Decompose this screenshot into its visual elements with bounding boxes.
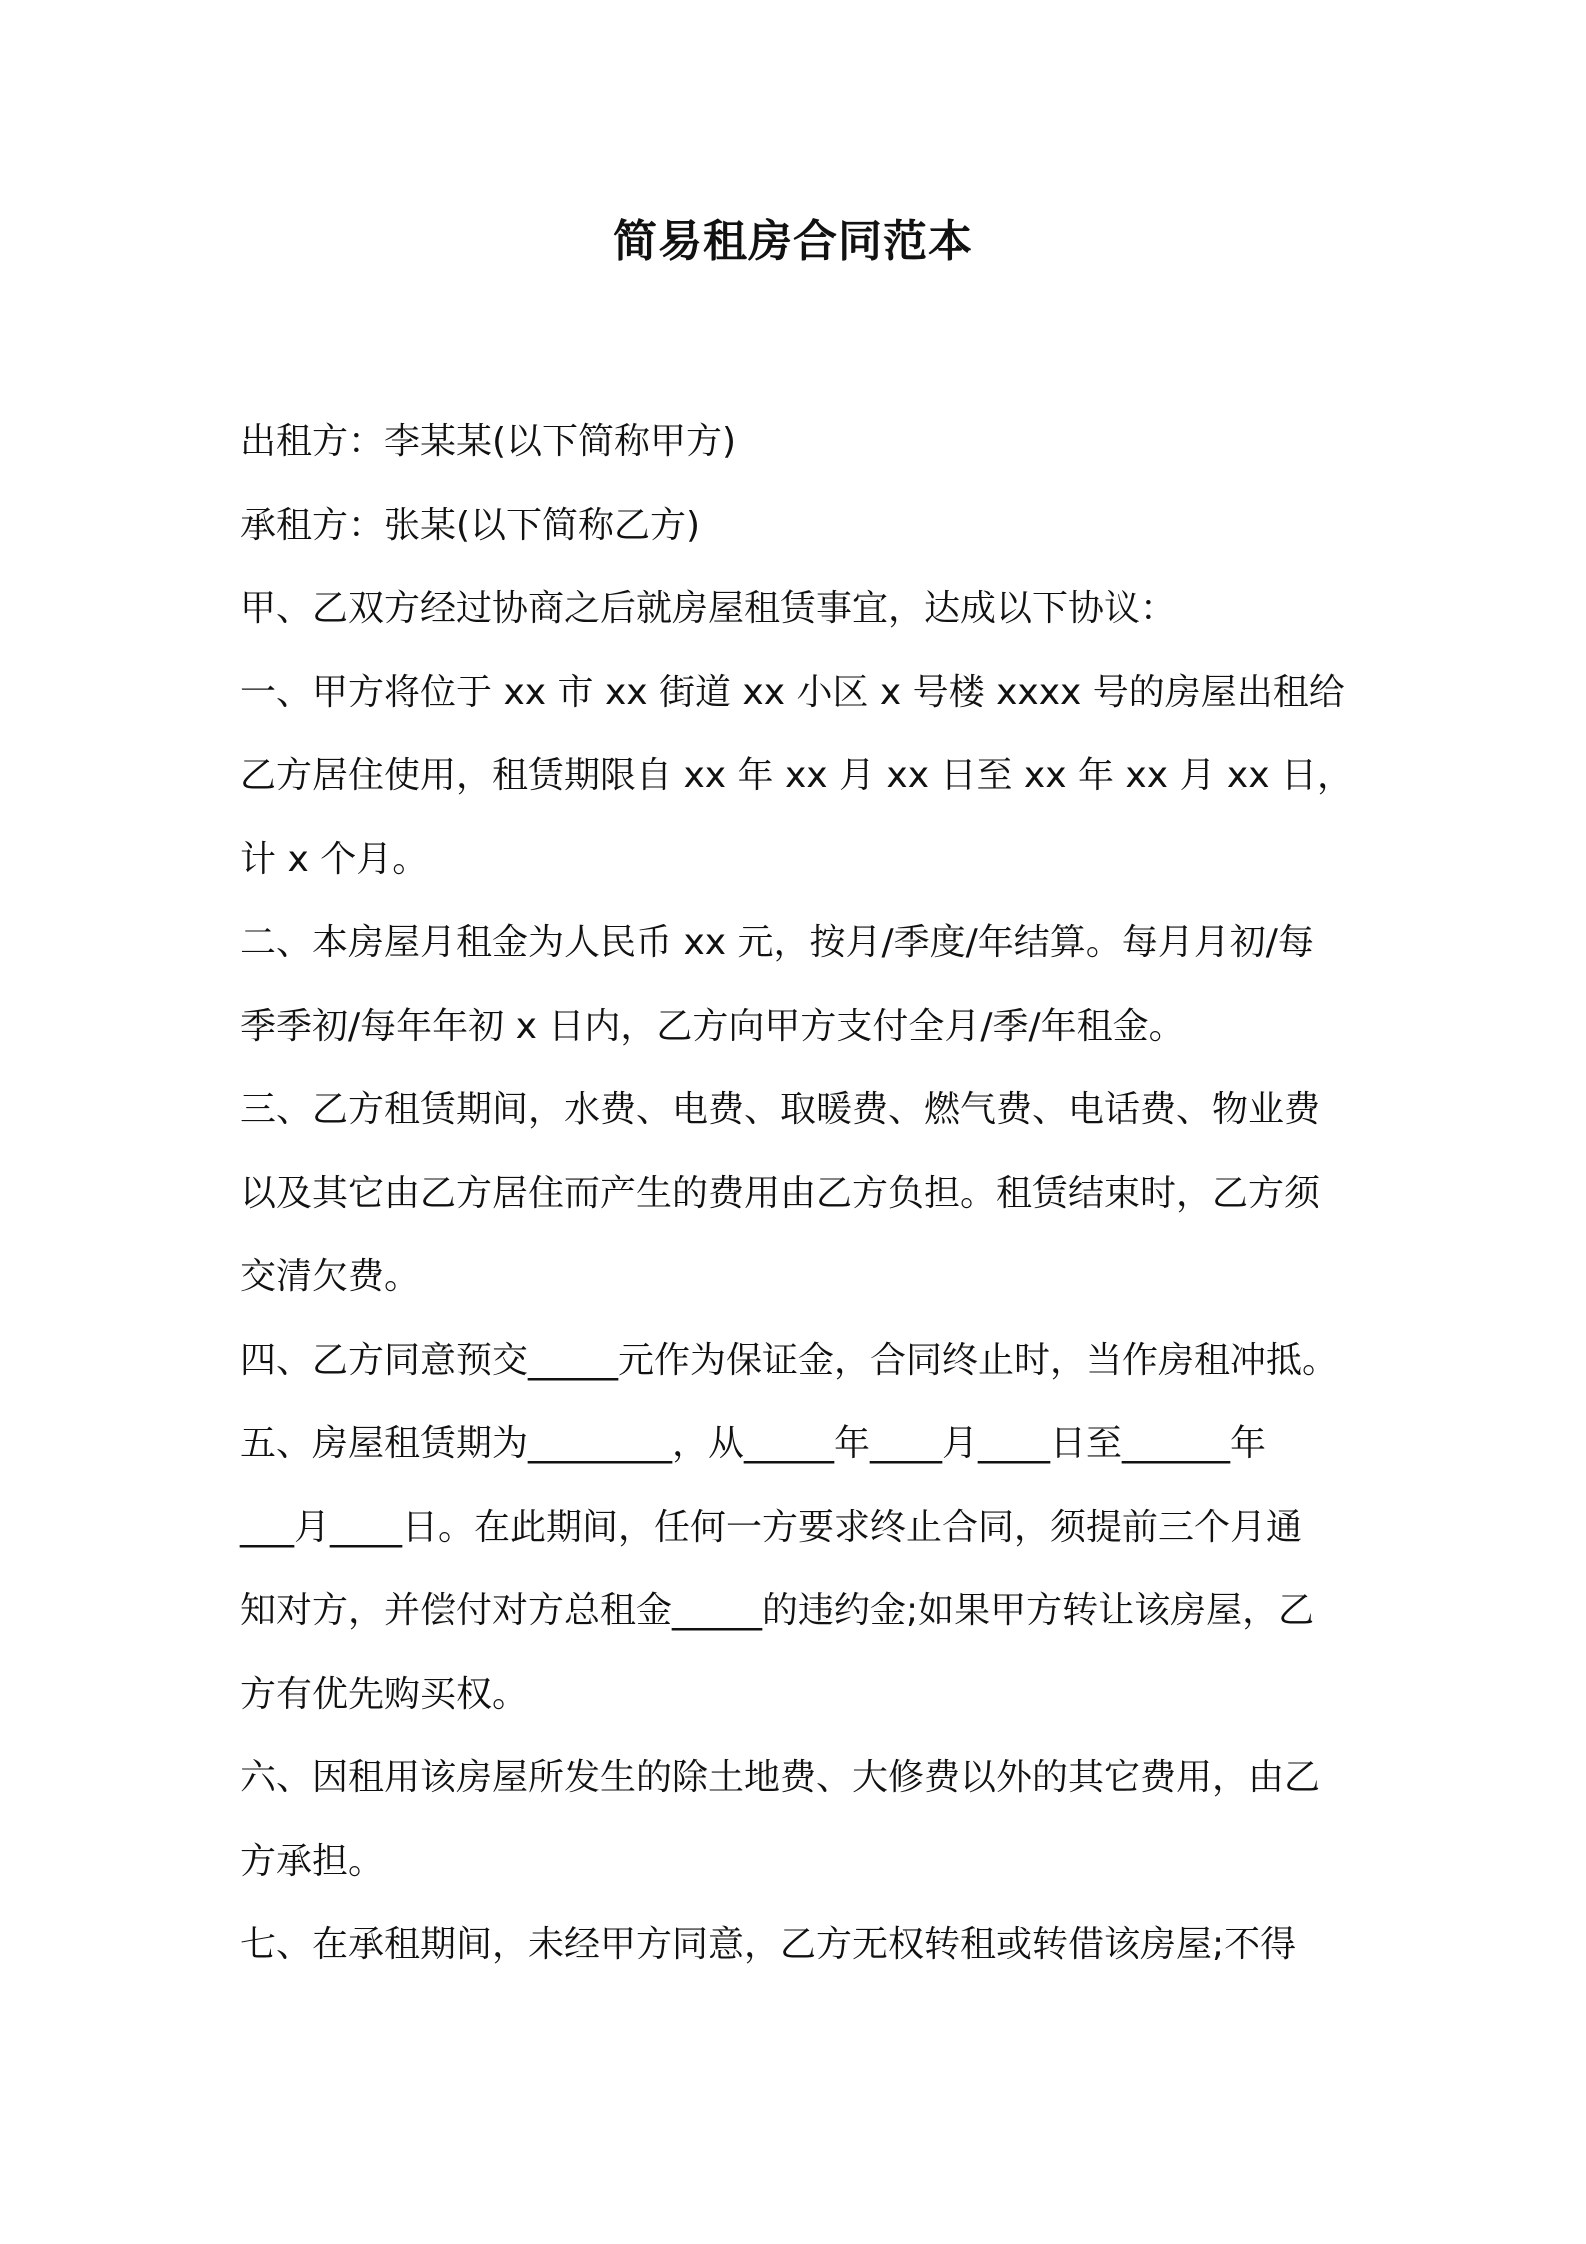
- text-line: 一、甲方将位于 xx 市 xx 街道 xx 小区 x 号楼 xxxx 号的房屋出租给: [240, 671, 1345, 713]
- text-line: 乙方居住使用，租赁期限自 xx 年 xx 月 xx 日至 xx 年 xx 月 xx 日，: [240, 755, 1353, 796]
- text-line: 五、房屋租赁期为________，从_____年____月____日至______年: [240, 1423, 1267, 1464]
- text-line: 以及其它由乙方居住而产生的费用由乙方负担。租赁结束时，乙方须: [240, 1172, 1321, 1214]
- text-line: 知对方，并偿付对方总租金_____的违约金;如果甲方转让该房屋，乙: [240, 1590, 1315, 1631]
- text-line: 承租方：张某(以下简称乙方): [240, 504, 701, 546]
- text-line: 七、在承租期间，未经甲方同意，乙方无权转租或转借该房屋;不得: [240, 1924, 1297, 1965]
- text-line: 季季初/每年年初 x 日内，乙方向甲方支付全月/季/年租金。: [240, 1005, 1185, 1047]
- text-line: 方有优先购买权。: [240, 1673, 529, 1715]
- text-line: 三、乙方租赁期间，水费、电费、取暖费、燃气费、电话费、物业费: [240, 1089, 1321, 1130]
- text-line: 四、乙方同意预交_____元作为保证金，合同终止时，当作房租冲抵。: [240, 1339, 1339, 1381]
- text-line: 交清欠费。: [240, 1256, 421, 1297]
- text-line: 计 x 个月。: [240, 838, 429, 880]
- document-body: [240, 400, 1353, 1987]
- text-line: 二、本房屋月租金为人民币 xx 元，按月/季度/年结算。每月月初/每: [240, 922, 1314, 963]
- text-line: 出租方：李某某(以下简称甲方): [240, 421, 737, 462]
- text-line: 甲、乙双方经过协商之后就房屋租赁事宜，达成以下协议：: [240, 588, 1177, 629]
- text-line: 六、因租用该房屋所发生的除土地费、大修费以外的其它费用，由乙: [240, 1757, 1321, 1798]
- document-title: 简易租房合同范本: [613, 216, 973, 267]
- text-line: 方承担。: [240, 1840, 385, 1882]
- text-line: ___月____日。在此期间，任何一方要求终止合同，须提前三个月通: [240, 1506, 1303, 1548]
